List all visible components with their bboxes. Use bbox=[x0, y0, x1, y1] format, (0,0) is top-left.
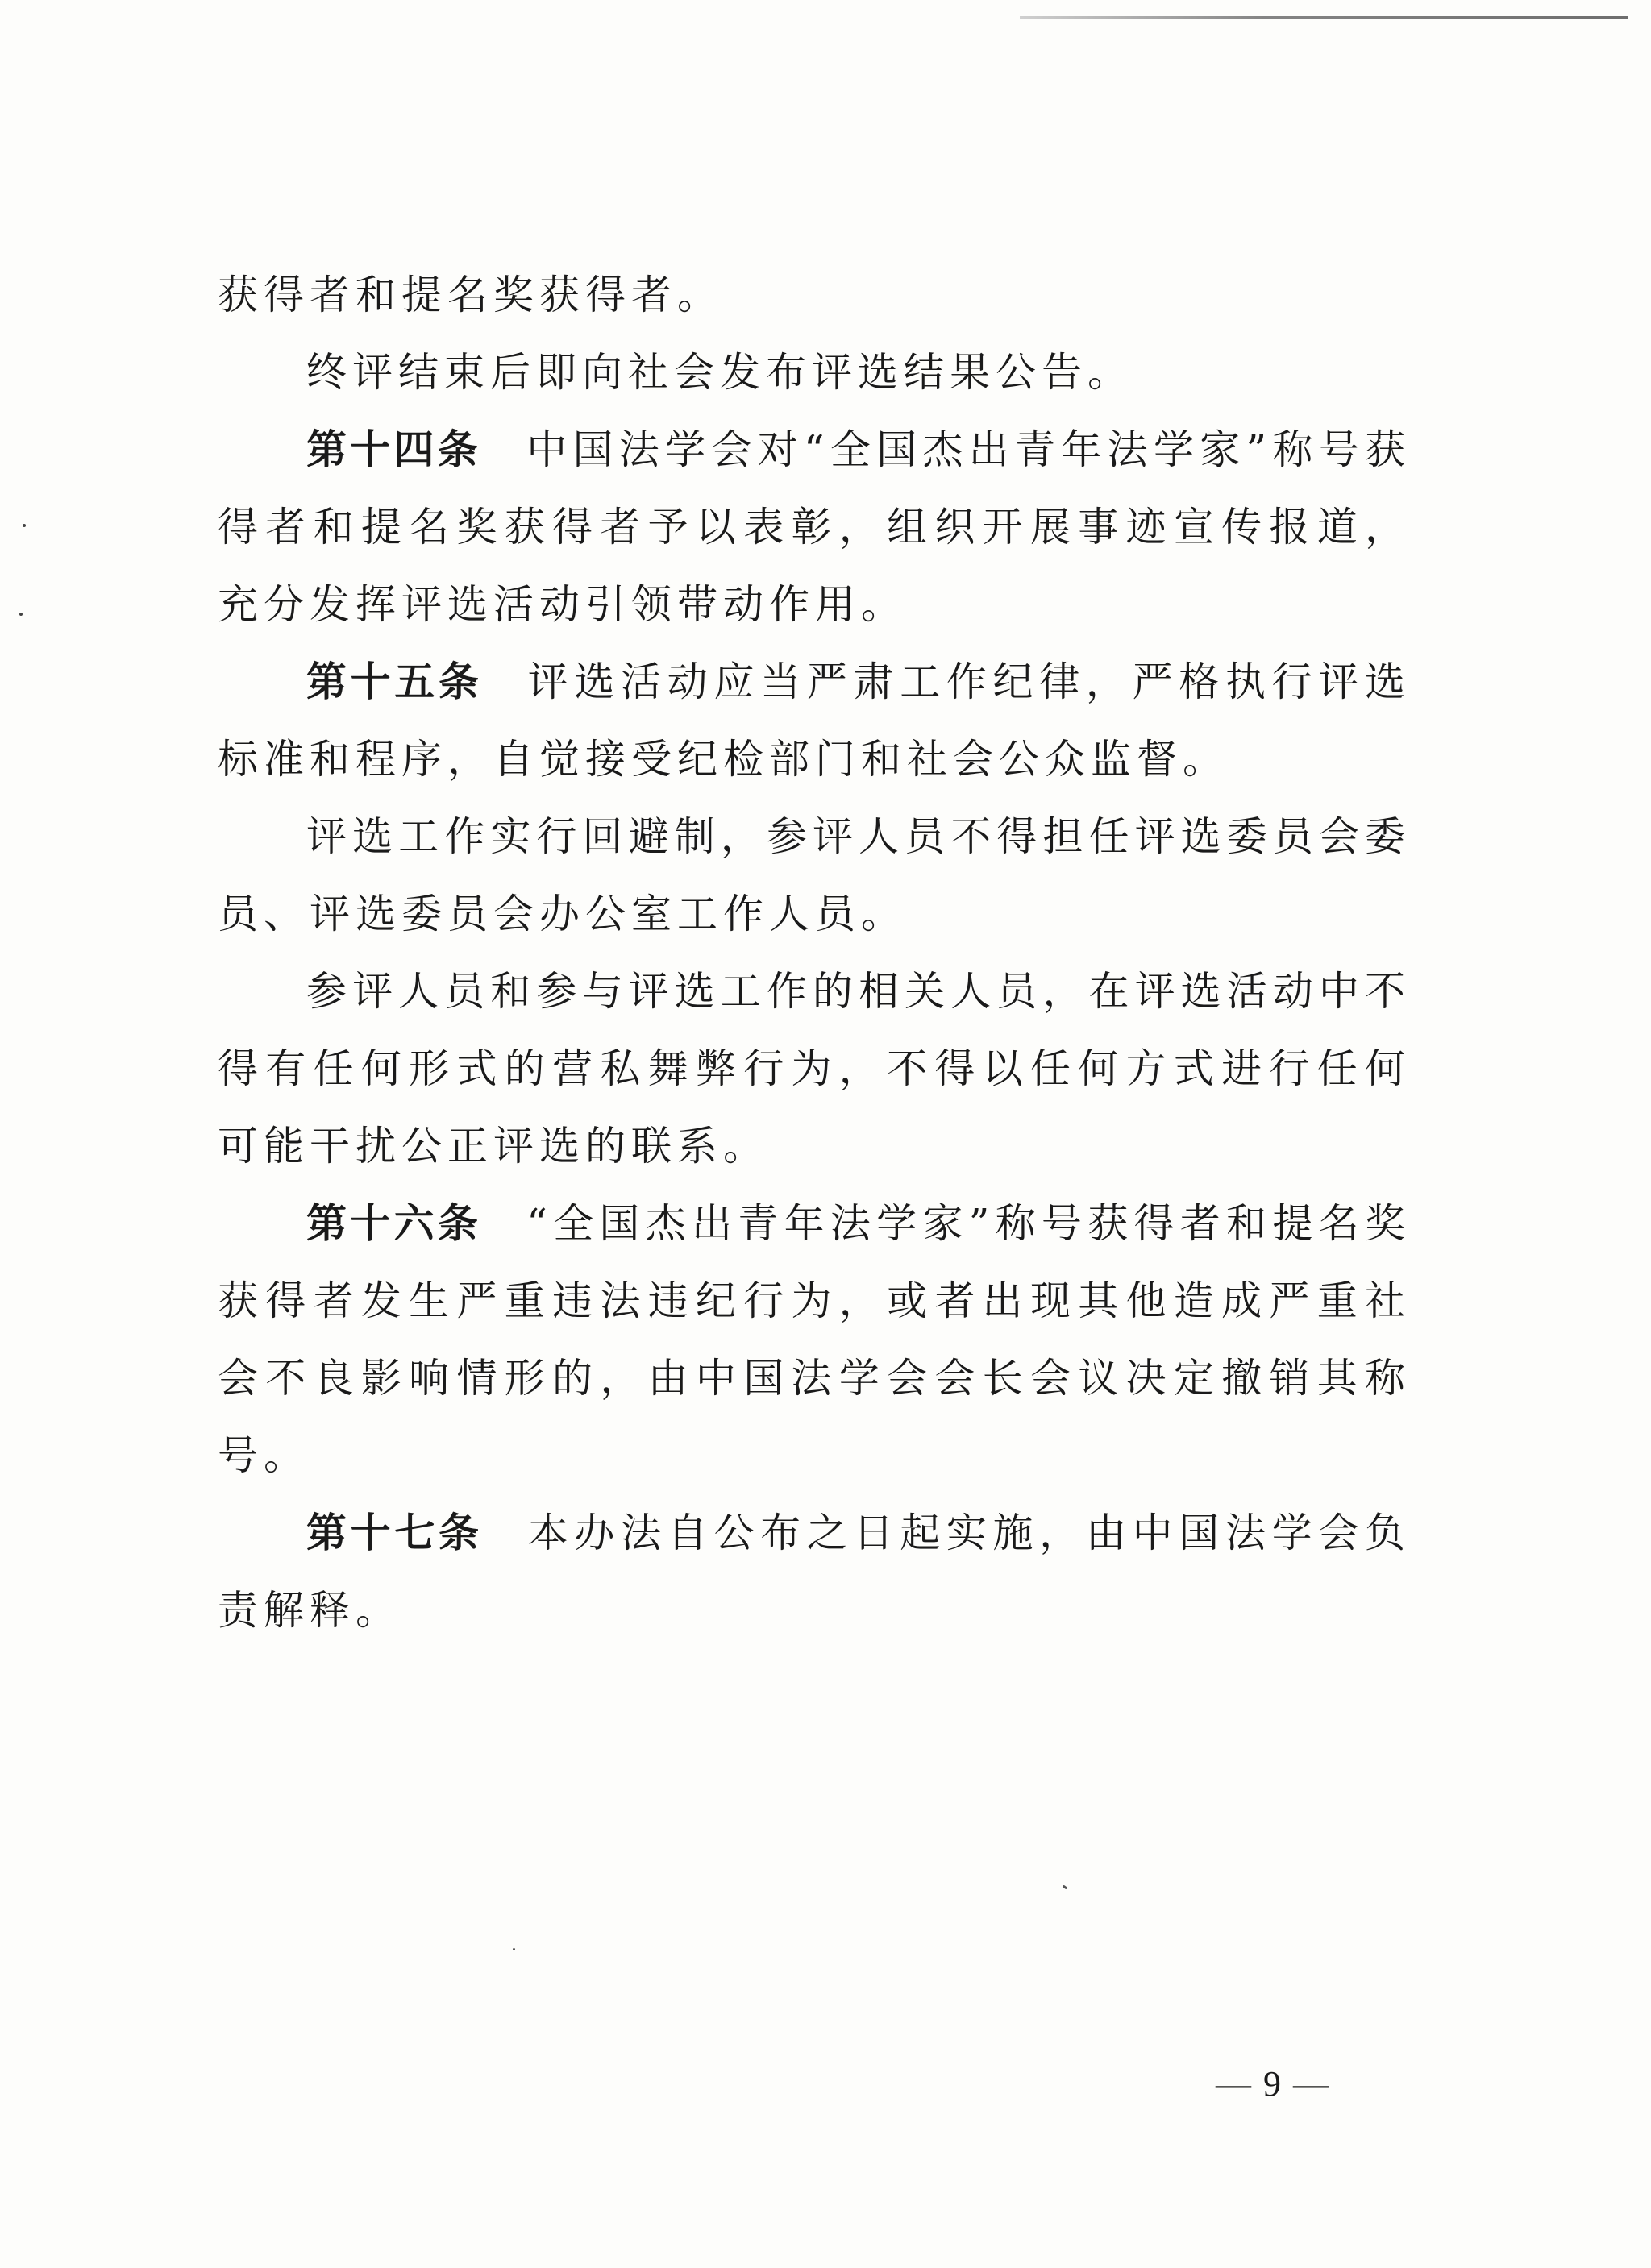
paragraph-text: 参评人员和参与评选工作的相关人员，在评选活动中不得有任何形式的营私舞弊行为，不得以任何方式进行任何可能干扰公正评选的联系。 bbox=[218, 968, 1411, 1169]
paragraph bbox=[218, 334, 1411, 411]
page-number: — 9 — bbox=[1216, 2064, 1330, 2104]
article-heading: 第十六条 bbox=[306, 1200, 482, 1247]
paragraph-text: 评选工作实行回避制，参评人员不得担任评选委员会委员、评选委员会办公室工作人员。 bbox=[218, 813, 1411, 937]
paragraph-text: 中国法学会对“全国杰出青年法学家”称号获得者和提名奖获得者予以表彰，组织开展事迹宣传报道，充分发挥评选活动引领带动作用。 bbox=[218, 426, 1412, 628]
paragraph bbox=[218, 256, 1411, 334]
article-heading: 第十五条 bbox=[306, 658, 483, 705]
body-text bbox=[218, 256, 1411, 1649]
paragraph-text: 终评结束后即向社会发布评选结果公告。 bbox=[306, 349, 1133, 396]
paragraph-text: “全国杰出青年法学家”称号获得者和提名奖获得者发生严重违法违纪行为，或者出现其他造成严重社会不良影响情形的，由中国法学会会长会议决定撤销其称号。 bbox=[218, 1200, 1412, 1479]
margin-mark bbox=[19, 613, 23, 616]
article-heading: 第十七条 bbox=[306, 1510, 483, 1556]
article-heading: 第十四条 bbox=[306, 426, 482, 473]
paragraph-article-16 bbox=[218, 1185, 1411, 1494]
paragraph bbox=[218, 953, 1411, 1185]
paragraph-article-15 bbox=[218, 643, 1411, 798]
scan-speck bbox=[513, 1948, 515, 1950]
paragraph-article-17 bbox=[218, 1494, 1411, 1649]
scan-speck bbox=[1063, 1885, 1068, 1890]
margin-mark bbox=[23, 524, 26, 527]
scan-edge-line bbox=[1020, 16, 1628, 19]
paragraph-text: 获得者和提名奖获得者。 bbox=[218, 272, 723, 318]
paragraph-text: 评选活动应当严肃工作纪律，严格执行评选标准和程序，自觉接受纪检部门和社会公众监督。 bbox=[218, 658, 1412, 783]
paragraph-text: 本办法自公布之日起实施，由中国法学会负责解释。 bbox=[218, 1510, 1412, 1634]
paragraph-article-14 bbox=[218, 411, 1411, 643]
paragraph bbox=[218, 798, 1411, 953]
